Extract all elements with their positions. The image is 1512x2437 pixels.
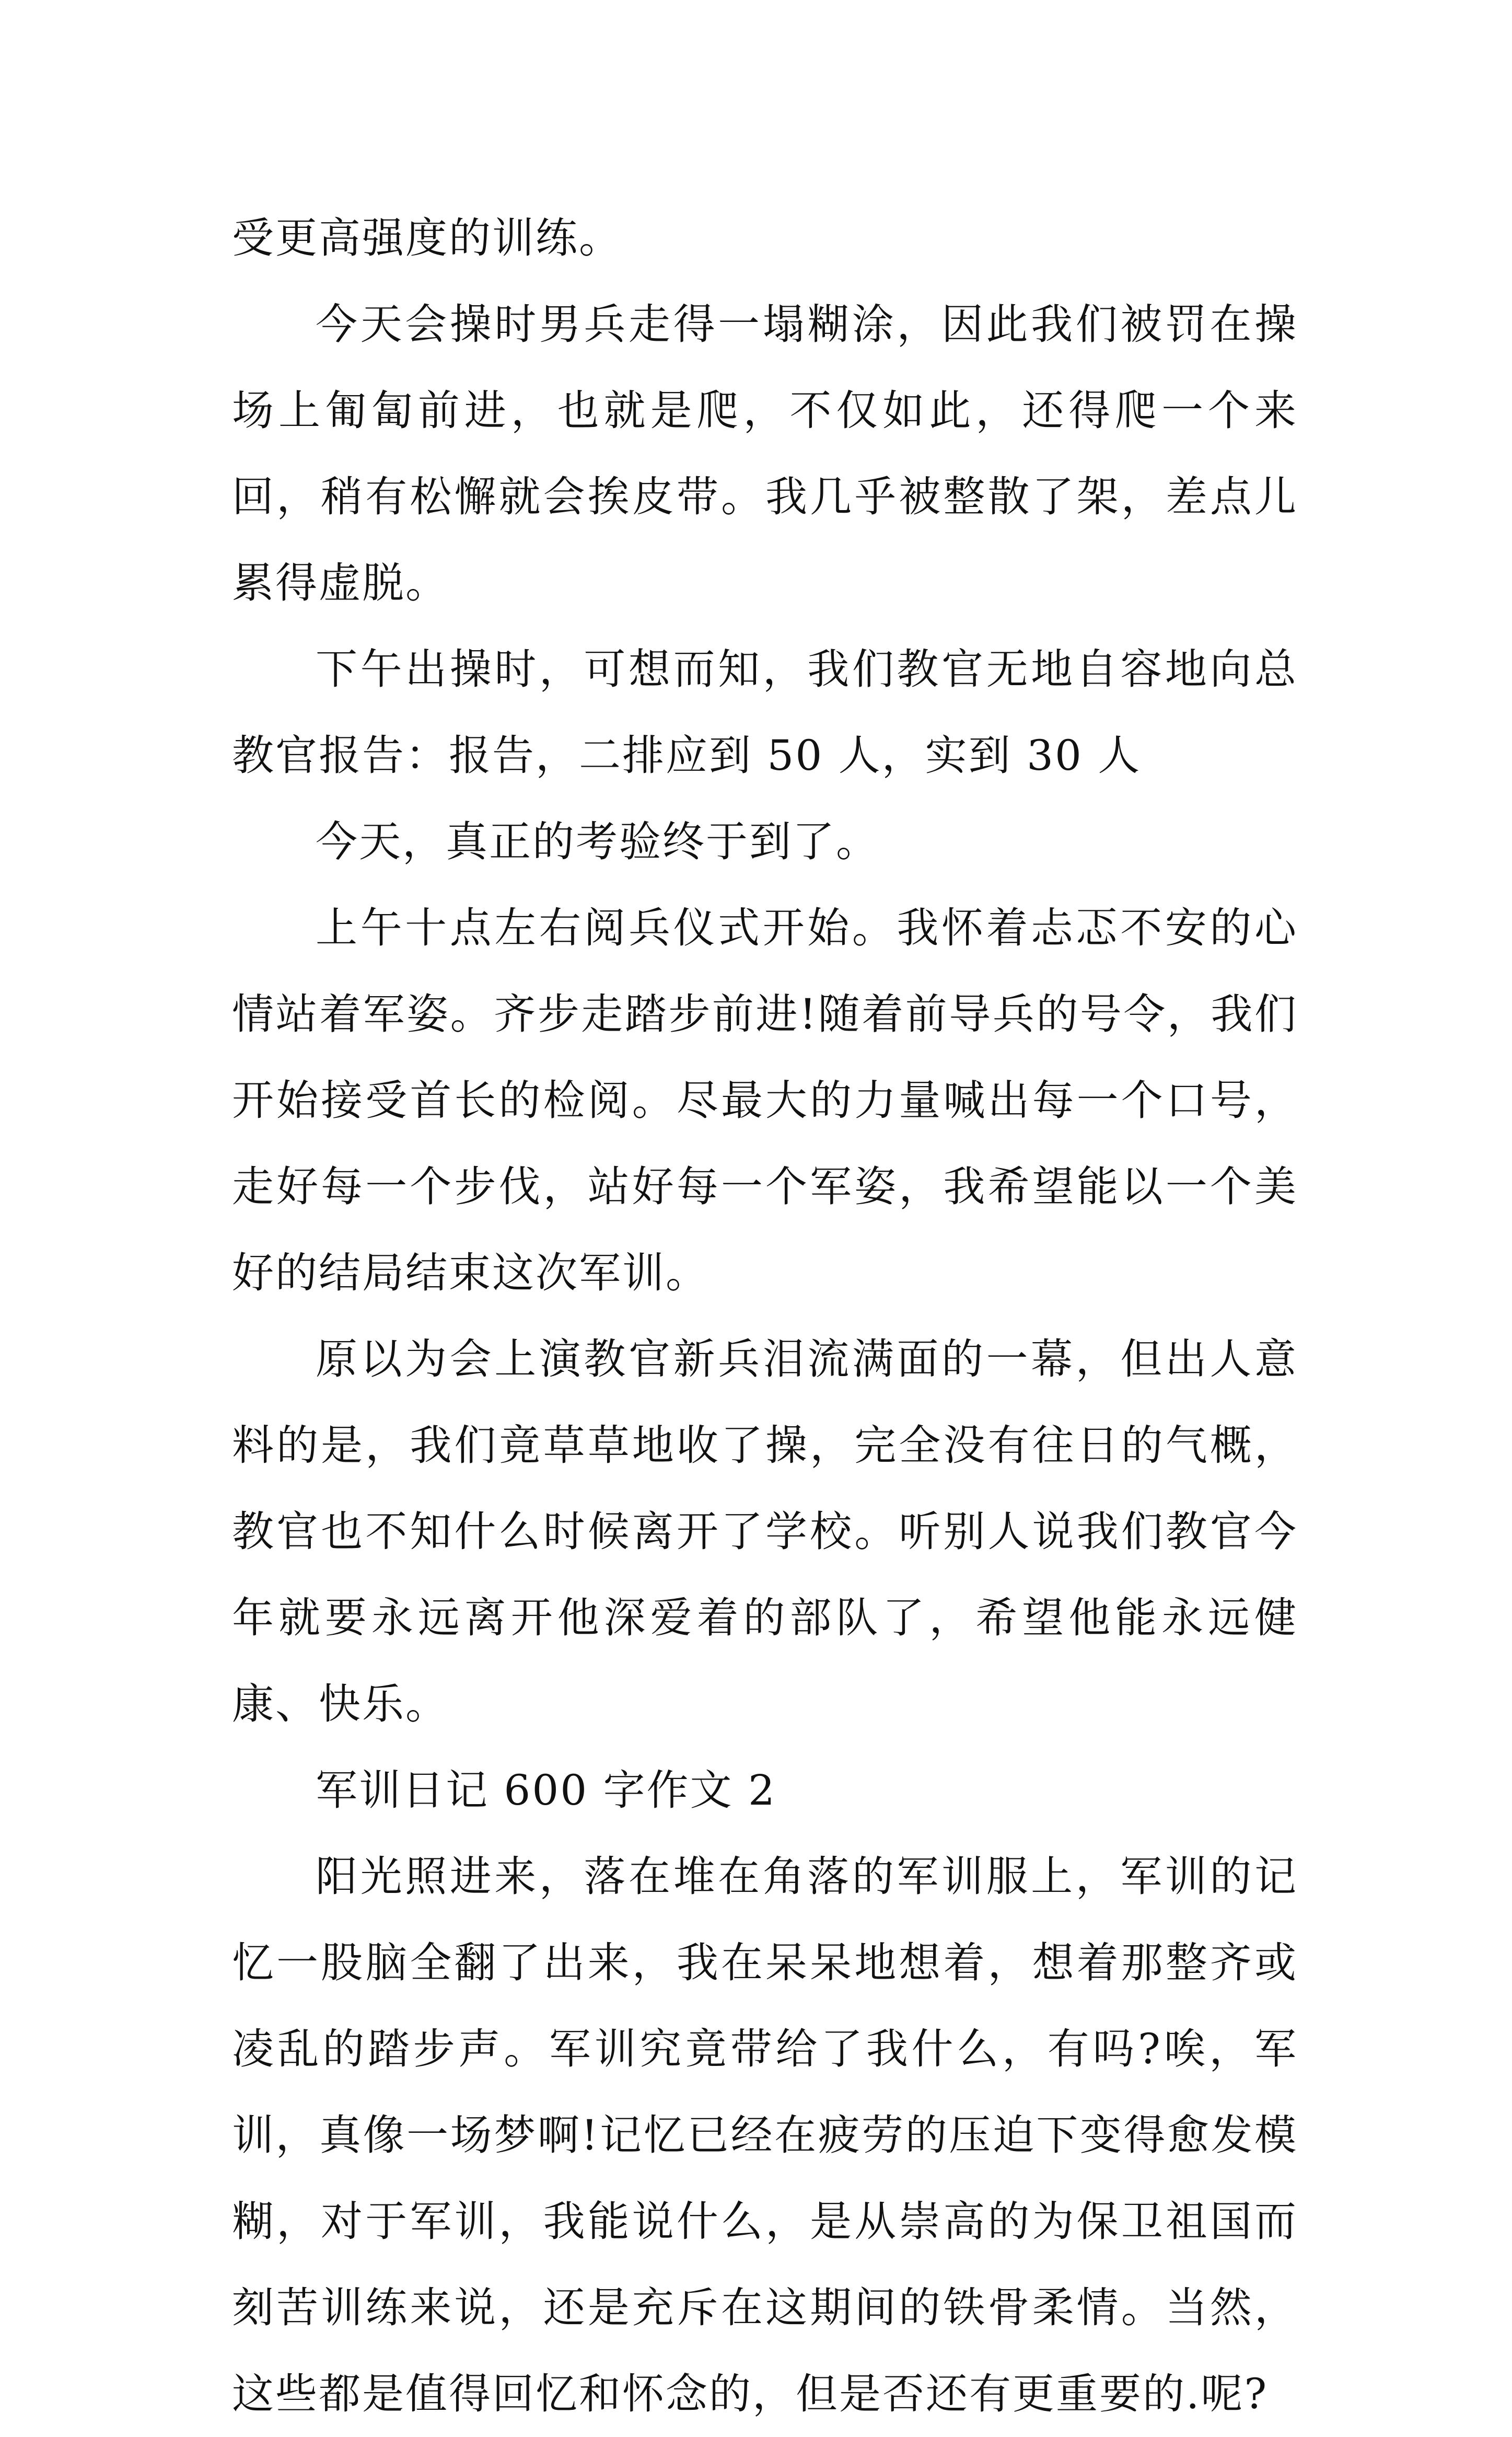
paragraph: 阳光照进来，落在堆在角落的军训服上，军训的记忆一股脑全翻了出来，我在呆呆地想着，想着那整齐或凌乱的踏步声。军训究竟带给了我什么，有吗?唉，军训，真像一场梦啊!记忆已经在疲劳的压迫下变得愈发模糊，对于军训，我能说什么，是从崇高的为保卫祖国而刻苦训练来说，还是充斥在这期间的铁骨柔情。当然，这些都是值得回忆和怀念的，但是否还有更重要的.呢? [232,1852,1298,2418]
paragraph: 今天，真正的考验终于到了。 [316,817,879,866]
paragraph-continuation: 受更高强度的训练。 [232,214,622,262]
document-body [232,195,1298,2437]
paragraph: 上午十点左右阅兵仪式开始。我怀着忐忑不安的心情站着军姿。齐步走踏步前进!随着前导兵的号令，我们开始接受首长的检阅。尽最大的力量喊出每一个口号，走好每一个步伐，站好每一个军姿，我希望能以一个美好的结局结束这次军训。 [232,904,1298,1297]
section-title: 军训日记 600 字作文 2 [316,1766,776,1815]
paragraph: 原以为会上演教官新兵泪流满面的一幕，但出人意料的是，我们竟草草地收了操，完全没有往日的气概，教官也不知什么时候离开了学校。听别人说我们教官今年就要永远离开他深爱着的部队了，希望他能永远健康、快乐。 [232,1335,1298,1728]
paragraph: 下午出操时，可想而知，我们教官无地自容地向总教官报告：报告，二排应到 50 人，实到 30 人 [232,645,1298,780]
paragraph: 今天会操时男兵走得一塌糊涂，因此我们被罚在操场上匍匐前进，也就是爬，不仅如此，还得爬一个来回，稍有松懈就会挨皮带。我几乎被整散了架，差点儿累得虚脱。 [232,300,1298,607]
